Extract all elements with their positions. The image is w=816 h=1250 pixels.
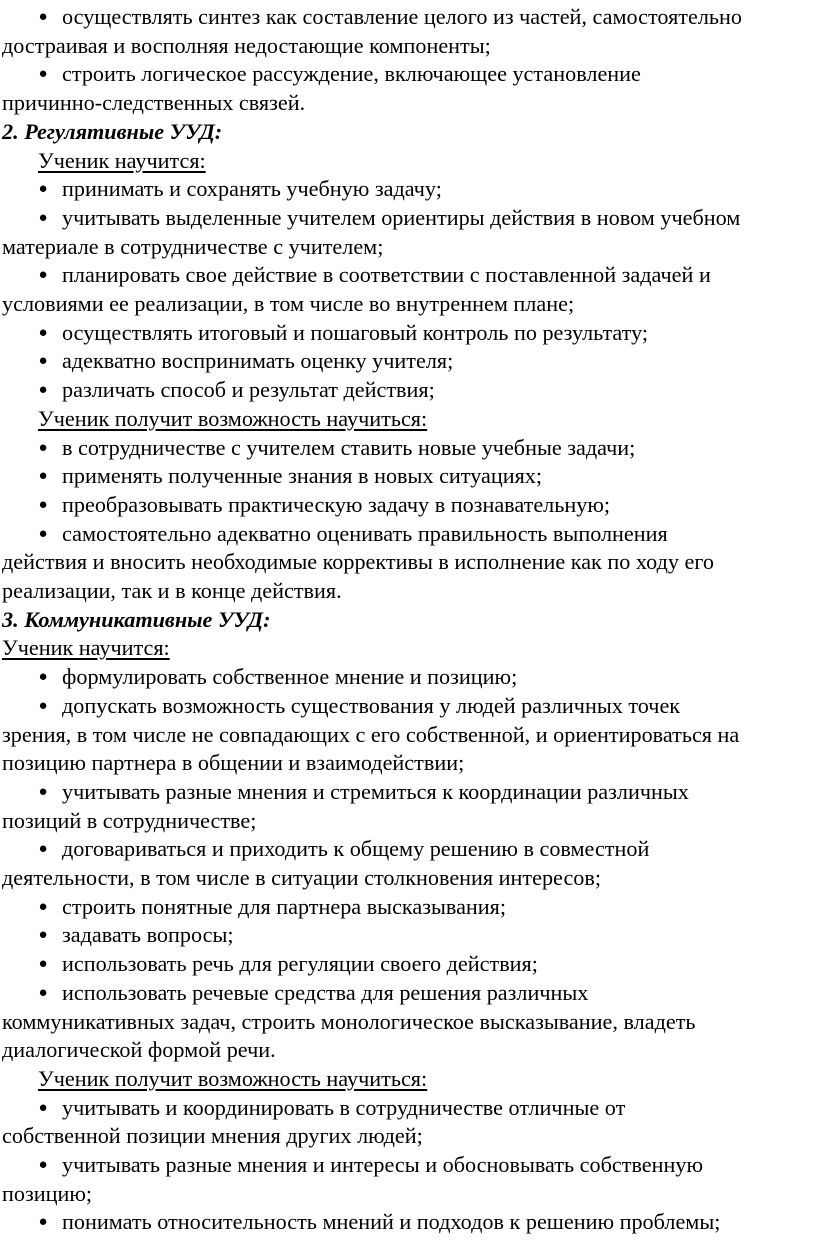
bullet-icon: ● [38, 1157, 48, 1173]
list-item-text: различать способ и результат действия; [62, 377, 435, 403]
bullet-icon: ● [38, 324, 48, 341]
subsection-label: Ученик получит возможность научиться: [38, 1065, 428, 1091]
list-item-text: использовать речевые средства для решения различных [62, 979, 589, 1005]
list-item-continuation: собственной позиции мнения других людей; [2, 1123, 423, 1149]
section-heading: 3. Коммуникативные УУД: [2, 606, 271, 632]
list-item-text: самостоятельно адекватно оценивать правильность выполнения [62, 520, 668, 546]
list-item-continuation: достраивая и восполняя недостающие компоненты; [2, 32, 491, 58]
list-item-text: принимать и сохранять учебную задачу; [62, 176, 442, 202]
bullet-icon: ● [38, 209, 48, 226]
list-item-continuation: материале в сотрудничестве с учителем; [2, 233, 384, 259]
bullet-icon: ● [38, 439, 48, 456]
list-item-text: формулировать собственное мнение и позицию; [62, 664, 518, 690]
bullet-icon: ● [38, 181, 48, 198]
bullet-icon: ● [38, 956, 48, 973]
bullet-icon: ● [38, 66, 48, 83]
bullet-icon: ● [38, 898, 48, 915]
bullet-icon: ● [38, 267, 48, 284]
list-item-text: задавать вопросы; [62, 922, 234, 948]
list-item-continuation: диалогической формой речи. [2, 1037, 276, 1063]
list-item-text: понимать относительность мнений и подходов к решению проблемы; [62, 1209, 721, 1235]
list-item-text: строить логическое рассуждение, включающее установление [62, 61, 641, 87]
bullet-icon: ● [38, 1214, 48, 1231]
bullet-icon: ● [38, 1099, 48, 1116]
list-item-text: допускать возможность существования у людей различных точек [62, 692, 681, 718]
bullet-icon: ● [38, 841, 48, 858]
bullet-icon: ● [38, 496, 48, 513]
list-item-text: в сотрудничестве с учителем ставить новые учебные задачи; [62, 434, 636, 460]
list-item-continuation: условиями ее реализации, в том числе во внутреннем плане; [2, 291, 575, 316]
bullet-icon: ● [38, 984, 48, 1001]
bullet-icon: ● [38, 669, 48, 686]
list-item-text: учитывать и координировать в сотрудничестве отличные от [62, 1094, 626, 1120]
bullet-icon: ● [38, 697, 48, 714]
bullet-icon: ● [38, 9, 48, 25]
list-item-text: учитывать разные мнения и интересы и обосновывать собственную [62, 1152, 704, 1177]
bullet-icon: ● [38, 382, 48, 399]
list-item-text: учитывать разные мнения и стремиться к координации различных [62, 778, 689, 804]
list-item-continuation: действия и вносить необходимые коррективы в исполнение как по ходу его [2, 549, 715, 575]
list-item-continuation: коммуникативных задач, строить монологическое высказывание, владеть [2, 1008, 696, 1034]
bullet-icon: ● [38, 525, 48, 542]
list-item-continuation: реализации, так и в конце действия. [2, 578, 342, 603]
bullet-icon: ● [38, 783, 48, 800]
bullet-icon: ● [38, 353, 48, 370]
subsection-label: Ученик получит возможность научиться: [38, 405, 428, 431]
list-item-continuation: позицию партнера в общении и взаимодействии; [2, 750, 465, 776]
list-item-text: договариваться и приходить к общему решению в совместной [62, 836, 650, 862]
section-heading: 2. Регулятивные УУД: [2, 118, 223, 144]
list-item-text: использовать речь для регуляции своего действия; [62, 951, 538, 977]
list-item-continuation: деятельности, в том числе в ситуации столкновения интересов; [2, 865, 602, 890]
list-item-text: учитывать выделенные учителем ориентиры действия в новом учебном [62, 204, 741, 230]
list-item-text: адекватно воспринимать оценку учителя; [62, 348, 454, 374]
bullet-icon: ● [38, 468, 48, 485]
bullet-icon: ● [38, 927, 48, 944]
list-item-text: осуществлять итоговый и пошаговый контроль по результату; [62, 319, 649, 345]
list-item-continuation: причинно-следственных связей. [2, 90, 306, 116]
list-item-text: строить понятные для партнера высказывания; [62, 893, 507, 919]
subsection-label: Ученик научится: [2, 635, 170, 661]
list-item-continuation: позиций в сотрудничестве; [2, 807, 257, 833]
list-item-continuation: позицию; [2, 1180, 93, 1206]
list-item-text: осуществлять синтез как составление целого из частей, самостоятельно [62, 4, 743, 29]
list-item-text: преобразовывать практическую задачу в познавательную; [62, 491, 611, 517]
list-item-text: применять полученные знания в новых ситуациях; [62, 463, 543, 489]
list-item-continuation: зрения, в том числе не совпадающих с его собственной, и ориентироваться на [2, 721, 740, 747]
subsection-label: Ученик научится: [38, 147, 206, 173]
list-item-text: планировать свое действие в соответствии с поставленной задачей и [62, 262, 711, 288]
